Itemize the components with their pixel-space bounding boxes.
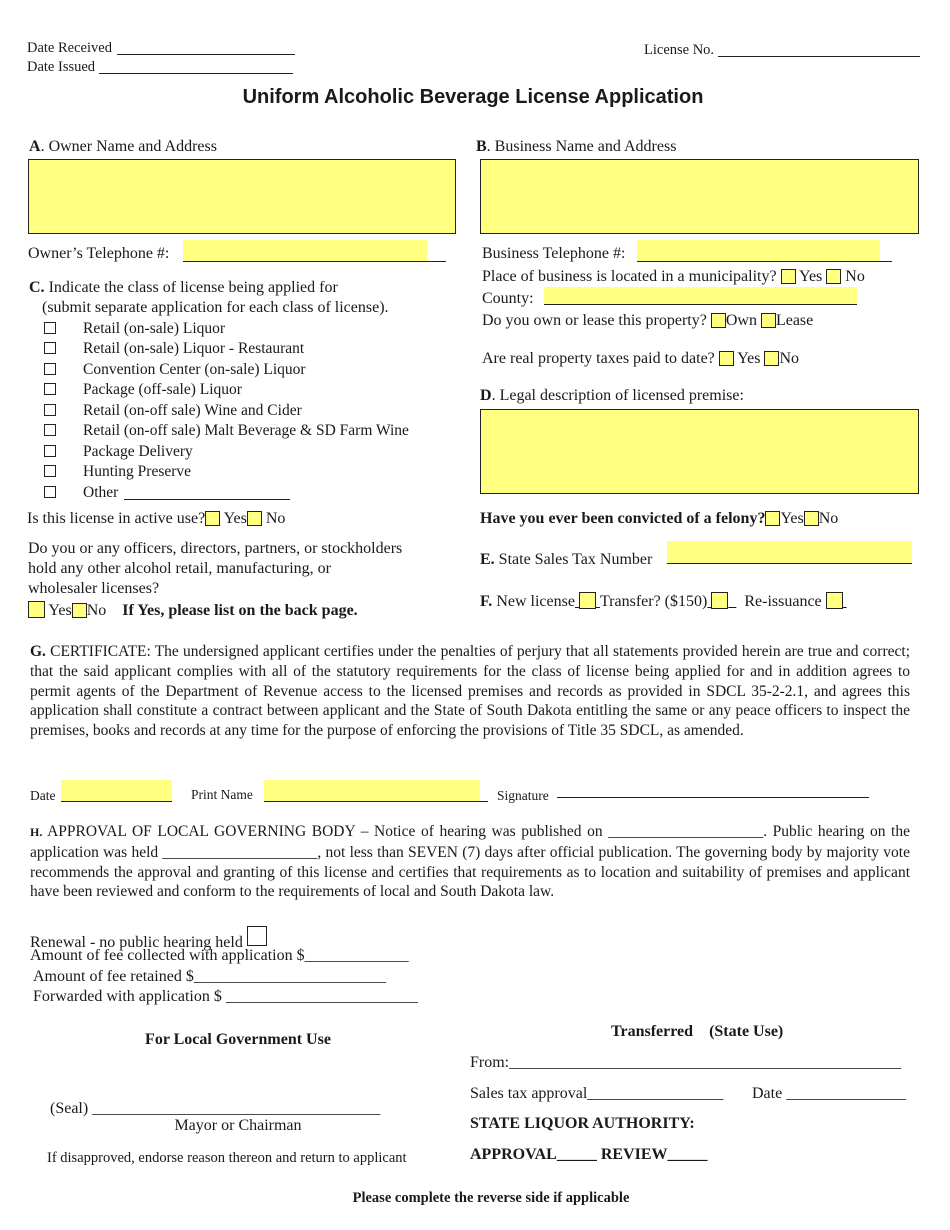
license-class-checkbox[interactable] bbox=[44, 445, 56, 457]
municipality-yes-checkbox[interactable] bbox=[781, 269, 796, 284]
officers-yes-label: Yes bbox=[48, 602, 72, 619]
state-liquor-authority: STATE LIQUOR AUTHORITY: bbox=[470, 1115, 695, 1132]
state-use-heading bbox=[611, 1023, 783, 1041]
sales-tax-number-field[interactable] bbox=[667, 541, 912, 563]
taxes-row bbox=[482, 350, 799, 368]
officers-question-line1: Do you or any officers, directors, partners, or stockholders bbox=[28, 540, 403, 557]
transfer-label: Transfer? ($150) bbox=[599, 593, 708, 610]
renewal-label: Renewal - no public hearing held bbox=[30, 934, 243, 951]
date-issued bbox=[27, 59, 95, 76]
active-no-checkbox[interactable] bbox=[247, 511, 262, 526]
business-telephone-label: Business Telephone #: bbox=[482, 245, 626, 262]
approval-paragraph: H. APPROVAL OF LOCAL GOVERNING BODY – Notice of hearing was published on ____________________. Public hearing on the application was held ____________________, not less than SEVEN (7) days after official publication. The governing body by majority vote recommends the approval and granting of this license and certifies that requirements as to location and suitability of premises and applicant have been reviewed and conform to the requirements of local and South Dakota law. bbox=[30, 823, 910, 901]
license-class-label: Retail (on-sale) Liquor bbox=[83, 320, 226, 337]
license-no-line[interactable] bbox=[718, 56, 920, 57]
officers-no-checkbox[interactable] bbox=[72, 603, 87, 618]
cert-signature-label: Signature bbox=[497, 788, 549, 803]
felony-yes-label: Yes bbox=[780, 510, 804, 527]
business-name-address-field[interactable] bbox=[480, 159, 919, 234]
fee-retained: Amount of fee retained $________________________ bbox=[33, 968, 386, 985]
owner-telephone-label: Owner’s Telephone #: bbox=[28, 245, 170, 262]
date-received-line[interactable] bbox=[117, 54, 295, 55]
approval-text: APPROVAL OF LOCAL GOVERNING BODY – Notice of hearing was published on ____________________. Public hearing on the application was held ____________________, not less than SEVEN (7) days after official publication. The governing body by majority vote recommends the approval and granting of this license and certifies that requirements as to location and suitability of premises and applicant have been reviewed and conform to the requirements of local and South Dakota law. bbox=[30, 823, 910, 901]
section-a-label: A. Owner Name and Address bbox=[29, 138, 217, 155]
officers-answer-row bbox=[28, 601, 358, 620]
taxes-yes-label: Yes bbox=[737, 350, 761, 367]
transfer-checkbox[interactable] bbox=[711, 592, 728, 609]
license-class-checkbox[interactable] bbox=[44, 465, 56, 477]
state-date: Date _______________ bbox=[752, 1085, 907, 1102]
section-b-label: B. Business Name and Address bbox=[476, 138, 677, 155]
own-label: Own bbox=[725, 312, 757, 329]
reissuance-label: Re-issuance bbox=[744, 593, 822, 610]
municipality-question: Place of business is located in a municipality? bbox=[482, 268, 777, 285]
date-received-label: Date Received bbox=[27, 40, 112, 56]
taxes-no-label: No bbox=[779, 350, 800, 367]
owner-telephone-field[interactable] bbox=[183, 240, 427, 261]
business-telephone-field[interactable] bbox=[637, 240, 880, 261]
license-class-label: Retail (on-off sale) Wine and Cider bbox=[83, 402, 302, 419]
license-class-label: Convention Center (on-sale) Liquor bbox=[83, 361, 306, 378]
taxes-yes-checkbox[interactable] bbox=[719, 351, 734, 366]
active-yes-label: Yes bbox=[223, 510, 247, 527]
taxes-question: Are real property taxes paid to date? bbox=[482, 350, 715, 367]
license-class-label: Package (off-sale) Liquor bbox=[83, 381, 242, 398]
municipality-yes-label: Yes bbox=[799, 268, 823, 285]
active-yes-checkbox[interactable] bbox=[205, 511, 220, 526]
certificate-text: CERTIFICATE: The undersigned applicant certifies under the penalties of perjury that all statements provided herein are true and correct; that the said applicant complies with all of the statutory requirements for the class of license being applied for and in addition agrees to permit agents of the Department of Revenue access to the licensed premises and records as provided in SDCL 35-2-2.1, and agrees this application shall constitute a contract between applicant and the State of South Dakota entitling the same or any peace officers to inspect the premises, books and records at any time for the purpose of enforcing the provisions of Title 35 SDCL, as amended. bbox=[30, 643, 911, 740]
active-use-question: Is this license in active use? bbox=[27, 510, 206, 527]
date-issued-line[interactable] bbox=[99, 73, 293, 74]
license-class-checkbox[interactable] bbox=[44, 486, 56, 498]
felony-no-checkbox[interactable] bbox=[804, 511, 819, 526]
municipality-no-label: No bbox=[845, 268, 865, 285]
fee-collected: Amount of fee collected with application $_____________ bbox=[30, 947, 409, 964]
footer-note: Please complete the reverse side if applicable bbox=[352, 1190, 630, 1206]
certificate-paragraph: G. CERTIFICATE: The undersigned applicant certifies under the penalties of perjury that all statements provided herein are true and correct; that the said applicant complies with all of the statutory requirements for the class of license being applied for and in addition agrees to permit agents of the Department of Revenue access to the licensed premises and records as provided in SDCL 35-2-2.1, and agrees this application shall constitute a contract between applicant and the State of South Dakota entitling the same or any peace officers to inspect the premises, books and records at any time for the purpose of enforcing the provisions of Title 35 SDCL, as amended. bbox=[30, 643, 911, 740]
cert-print-name-field[interactable] bbox=[264, 780, 480, 801]
felony-yes-checkbox[interactable] bbox=[765, 511, 780, 526]
legal-description-field[interactable] bbox=[480, 409, 919, 494]
county-label: County: bbox=[482, 290, 534, 307]
license-class-checkbox[interactable] bbox=[44, 322, 56, 334]
section-d-label: D. Legal description of licensed premise: bbox=[480, 387, 744, 404]
license-class-label: Hunting Preserve bbox=[83, 463, 192, 480]
owner-name-address-field[interactable] bbox=[28, 159, 456, 234]
cert-date-label: Date bbox=[30, 788, 56, 803]
license-class-label: Retail (on-off sale) Malt Beverage & SD Farm Wine bbox=[83, 422, 409, 439]
license-class-checkbox[interactable] bbox=[44, 363, 56, 375]
section-c-subheading: (submit separate application for each class of license). bbox=[42, 299, 389, 316]
approval-review: APPROVAL_____ REVIEW_____ bbox=[470, 1146, 708, 1163]
active-no-label: No bbox=[265, 510, 286, 527]
mayor-label: Mayor or Chairman bbox=[174, 1117, 302, 1134]
disapproved-note: If disapproved, endorse reason thereon and return to applicant bbox=[47, 1150, 407, 1166]
own-checkbox[interactable] bbox=[711, 313, 726, 328]
license-class-label: Package Delivery bbox=[83, 443, 193, 460]
officers-yes-checkbox[interactable] bbox=[28, 601, 45, 618]
officers-note: If Yes, please list on the back page. bbox=[122, 602, 358, 619]
own-lease-row bbox=[482, 312, 813, 330]
own-lease-question: Do you own or lease this property? bbox=[482, 312, 707, 329]
lease-checkbox[interactable] bbox=[761, 313, 776, 328]
transferred-label: Transferred bbox=[611, 1023, 694, 1040]
local-use-title: For Local Government Use bbox=[145, 1031, 331, 1048]
officers-question-line2: hold any other alcohol retail, manufacturing, or bbox=[28, 560, 332, 577]
sales-tax-number-line bbox=[667, 563, 912, 564]
section-e-label: E. State Sales Tax Number bbox=[480, 551, 653, 568]
license-class-checkbox[interactable] bbox=[44, 404, 56, 416]
felony-no-label: No bbox=[818, 510, 839, 527]
municipality-no-checkbox[interactable] bbox=[826, 269, 841, 284]
municipality-row bbox=[482, 268, 865, 286]
renewal-checkbox[interactable] bbox=[247, 926, 267, 946]
license-class-checkbox[interactable] bbox=[44, 424, 56, 436]
section-f-row bbox=[480, 592, 847, 611]
active-use-row bbox=[27, 510, 285, 528]
page-title: Uniform Alcoholic Beverage License Application bbox=[242, 86, 704, 108]
business-telephone-line bbox=[637, 261, 892, 262]
other-license-line[interactable] bbox=[124, 499, 290, 500]
reissuance-checkbox[interactable] bbox=[826, 592, 843, 609]
cert-print-name-line bbox=[264, 801, 488, 802]
license-class-label: Retail (on-sale) Liquor - Restaurant bbox=[83, 340, 305, 357]
cert-signature-line[interactable] bbox=[557, 797, 869, 798]
cert-date-field[interactable] bbox=[61, 780, 172, 801]
date-received bbox=[27, 40, 112, 57]
license-class-checkbox[interactable] bbox=[44, 342, 56, 354]
state-use-label: (State Use) bbox=[709, 1023, 784, 1040]
from-line: From:_________________________________________________ bbox=[470, 1054, 902, 1071]
forwarded-with-application: Forwarded with application $ ________________________ bbox=[33, 988, 418, 1005]
lease-label: Lease bbox=[775, 312, 814, 329]
cert-print-name-label: Print Name bbox=[191, 787, 253, 802]
section-f-letter: F. bbox=[480, 593, 493, 610]
cert-date-line bbox=[61, 801, 172, 802]
license-no bbox=[644, 42, 714, 59]
section-c-heading: C. Indicate the class of license being applied for bbox=[29, 279, 338, 296]
felony-question: Have you ever been convicted of a felony? bbox=[480, 510, 766, 527]
license-no-label: License No. bbox=[644, 42, 715, 58]
owner-telephone-line bbox=[183, 261, 446, 262]
seal-line: (Seal) ____________________________________ bbox=[50, 1100, 381, 1117]
county-line bbox=[544, 304, 857, 305]
license-class-label: Other bbox=[83, 484, 119, 501]
new-license-checkbox[interactable] bbox=[579, 592, 596, 609]
felony-row bbox=[480, 510, 838, 528]
officers-no-label: No bbox=[86, 602, 107, 619]
sales-tax-approval: Sales tax approval_________________ bbox=[470, 1085, 724, 1102]
taxes-no-checkbox[interactable] bbox=[764, 351, 779, 366]
county-field[interactable] bbox=[544, 287, 857, 304]
new-license-label: New license bbox=[496, 593, 575, 610]
date-issued-label: Date Issued bbox=[27, 59, 96, 75]
license-class-checkbox[interactable] bbox=[44, 383, 56, 395]
officers-question-line3: wholesaler licenses? bbox=[28, 580, 160, 597]
